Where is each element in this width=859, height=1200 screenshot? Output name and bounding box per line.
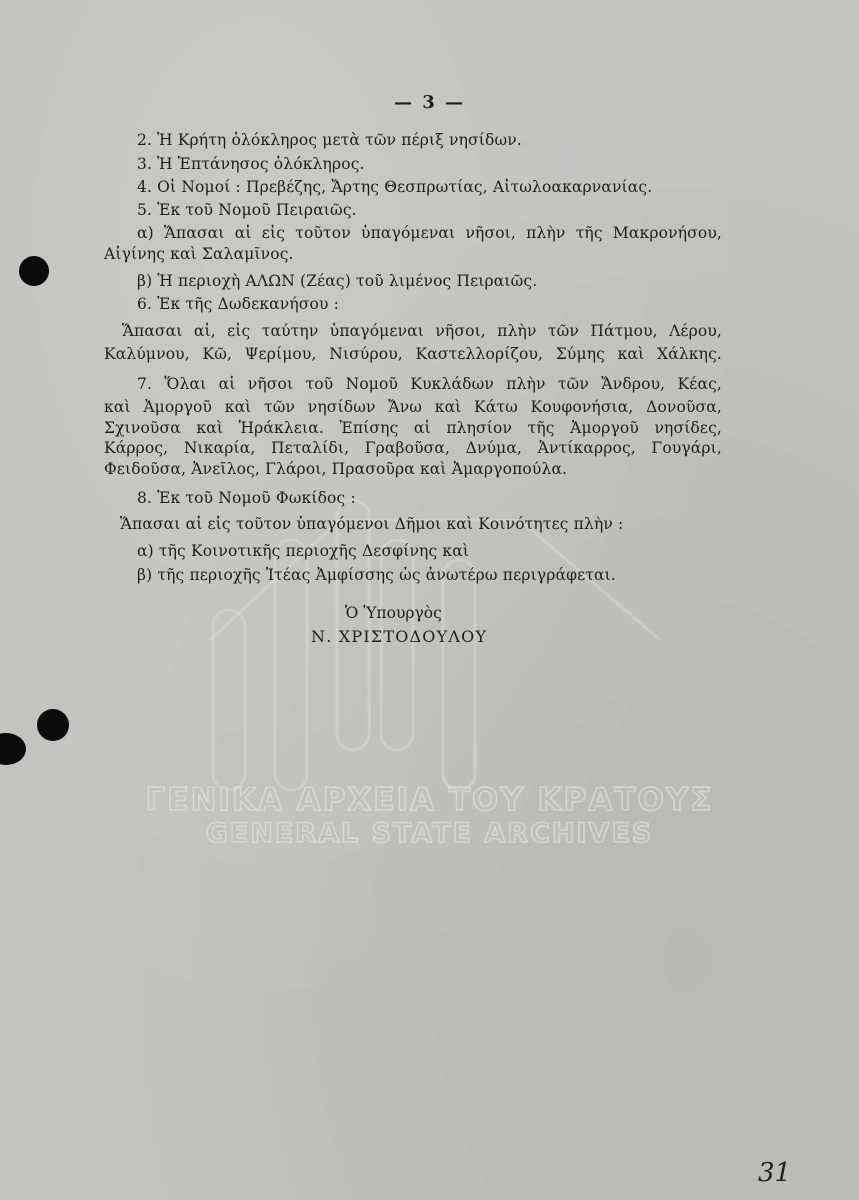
text-line: β) Ἡ περιοχὴ ΑΛΩΝ (Ζέας) τοῦ λιμένος Πειραιῶς. <box>137 272 538 290</box>
handwritten-page-number: 31 <box>758 1158 792 1188</box>
page-number: — 3 — <box>393 92 466 113</box>
punch-hole <box>37 709 69 741</box>
watermark-greek: ΓΕΝΙΚΑ ΑΡΧΕΙΑ ΤΟΥ ΚΡΑΤΟΥΣ <box>145 782 714 818</box>
text-line: 2. Ἡ Κρήτη ὁλόκληρος μετὰ τῶν πέριξ νησίδων. <box>137 131 522 149</box>
text-line: Σχινοῦσα καὶ Ἡράκλεια. Ἐπίσης αἱ πλησίον τῆς Ἀμοργοῦ νησίδες, <box>104 419 722 437</box>
text-line: Φειδοῦσα, Ἀνεῖλος, Γλάροι, Πρασοῦρα καὶ Ἀμαργοπούλα. <box>104 460 568 478</box>
signature-title: Ὁ Ὑπουργὸς <box>345 604 442 622</box>
text-line: 6. Ἐκ τῆς Δωδεκανήσου : <box>137 295 340 313</box>
text-line: 5. Ἐκ τοῦ Νομοῦ Πειραιῶς. <box>137 201 357 219</box>
text-line: Αἰγίνης καὶ Σαλαμῖνος. <box>104 245 294 263</box>
punch-hole <box>19 256 49 286</box>
watermark-english: GENERAL STATE ARCHIVES <box>205 818 654 849</box>
text-line: Καλύμνου, Κῶ, Ψερίμου, Νισύρου, Καστελλορίζου, Σύμης καὶ Χάλκης. <box>104 345 722 363</box>
text-line: 3. Ἡ Ἑπτάνησος ὁλόκληρος. <box>137 155 365 173</box>
text-line: Κάρρος, Νικαρία, Πεταλίδι, Γραβοῦσα, Δνύμα, Ἀντίκαρρος, Γουγάρι, <box>104 439 722 457</box>
text-line: 8. Ἐκ τοῦ Νομοῦ Φωκίδος : <box>137 489 356 507</box>
text-line: 4. Οἱ Νομοί : Πρεβέζης, Ἄρτης Θεσπρωτίας, Αἰτωλοακαρνανίας. <box>137 178 653 196</box>
text-line: α) τῆς Κοινοτικῆς περιοχῆς Δεσφίνης καὶ <box>137 542 470 560</box>
text-line: καὶ Ἀμοργοῦ καὶ τῶν νησίδων Ἄνω καὶ Κάτω Κουφονήσια, Δονοῦσα, <box>104 398 722 416</box>
text-line: α) Ἅπασαι αἱ εἰς τοῦτον ὑπαγόμεναι νῆσοι, πλὴν τῆς Μακρονήσου, <box>137 224 722 242</box>
text-line: Ἅπασαι αἱ, εἰς ταύτην ὑπαγόμεναι νῆσοι, πλὴν τῶν Πάτμου, Λέρου, <box>122 322 722 340</box>
signature-name: Ν. ΧΡΙΣΤΟΔΟΥΛΟΥ <box>311 627 488 646</box>
text-line: β) τῆς περιοχῆς Ἰτέας Ἀμφίσσης ὡς ἀνωτέρω περιγράφεται. <box>137 566 616 584</box>
text-line: 7. Ὅλαι αἱ νῆσοι τοῦ Νομοῦ Κυκλάδων πλὴν τῶν Ἄνδρου, Κέας, <box>137 375 722 393</box>
text-line: Ἅπασαι αἱ εἰς τοῦτον ὑπαγόμενοι Δῆμοι καὶ Κοινότητες πλὴν : <box>120 515 624 533</box>
